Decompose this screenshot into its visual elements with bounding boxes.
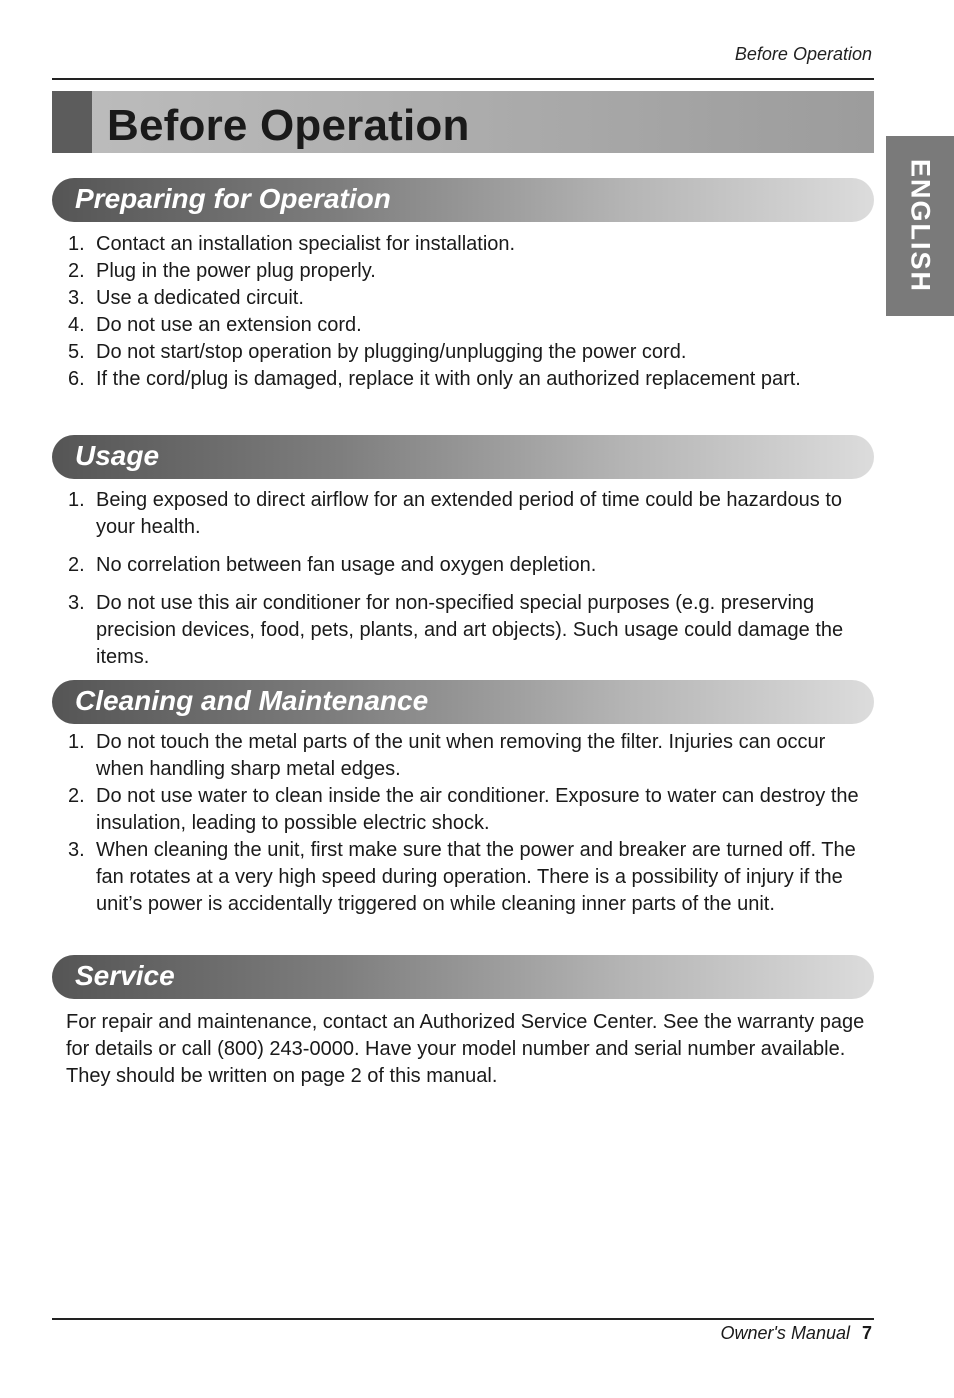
list-item: [68, 312, 874, 339]
list-item: [68, 258, 874, 285]
item-text: Do not use this air conditioner for non-specified special purposes (e.g. preserving precision devices, food, pets, plants, and art objects). Such usage could damage the items.: [96, 592, 844, 668]
item-number: 1.: [68, 489, 85, 511]
item-number: 2.: [68, 260, 85, 282]
item-text: Do not use water to clean inside the air conditioner. Exposure to water can destroy the insulation, leading to possible electric shock.: [96, 785, 859, 834]
item-text: Being exposed to direct airflow for an extended period of time could be hazardous to your health.: [96, 489, 843, 538]
section-title: Cleaning and Maintenance: [75, 685, 429, 716]
item-text: Plug in the power plug properly.: [96, 260, 376, 282]
item-number: 3.: [68, 839, 85, 861]
usage-list: [68, 487, 874, 671]
top-rule: [52, 78, 874, 80]
item-text: When cleaning the unit, first make sure that the power and breaker are turned off. The fan rotates at a very high speed during operation. There is a possibility of injury if the unit’s power is accidentally triggered on while cleaning inner parts of the unit.: [96, 839, 856, 915]
language-tab-label: ENGLISH: [905, 158, 936, 294]
preparing-list: [68, 231, 874, 393]
page-title: Before Operation: [107, 101, 470, 150]
section-header-service: [52, 955, 874, 999]
section-header-cleaning: [52, 680, 874, 724]
list-item: [68, 552, 874, 579]
running-header: Before Operation: [734, 44, 872, 64]
item-number: 1.: [68, 233, 85, 255]
list-item: [68, 837, 874, 918]
item-number: 6.: [68, 368, 85, 390]
bottom-rule: [52, 1318, 874, 1320]
section-title: Usage: [75, 440, 160, 471]
list-item: [68, 366, 874, 393]
list-item: [68, 285, 874, 312]
item-number: 2.: [68, 554, 85, 576]
list-item: [68, 590, 874, 671]
section-title: Preparing for Operation: [75, 183, 391, 214]
item-text: Contact an installation specialist for installation.: [96, 233, 516, 255]
item-text: Do not touch the metal parts of the unit when removing the filter. Injuries can occur when handling sharp metal edges.: [96, 731, 826, 780]
list-item: [68, 487, 874, 541]
item-number: 3.: [68, 592, 85, 614]
service-paragraph: For repair and maintenance, contact an Authorized Service Center. See the warranty page for details or call (800) 243-0000. Have your model number and serial number available. They should be written on page 2 of this manual.: [66, 1011, 865, 1087]
item-text: Do not use an extension cord.: [96, 314, 362, 336]
item-text: Do not start/stop operation by plugging/unplugging the power cord.: [96, 341, 687, 363]
item-text: Use a dedicated circuit.: [96, 287, 304, 309]
item-text: If the cord/plug is damaged, replace it with only an authorized replacement part.: [96, 368, 801, 390]
item-number: 4.: [68, 314, 85, 336]
list-item: [68, 783, 874, 837]
cleaning-list: [68, 729, 874, 918]
section-title: Service: [75, 960, 175, 991]
section-header-preparing: [52, 178, 874, 222]
item-number: 1.: [68, 731, 85, 753]
footer-label: Owner's Manual: [720, 1323, 850, 1343]
title-accent-block: [52, 91, 92, 153]
item-number: 5.: [68, 341, 85, 363]
section-header-usage: [52, 435, 874, 479]
page-number: 7: [861, 1323, 872, 1343]
item-number: 2.: [68, 785, 85, 807]
list-item: [68, 339, 874, 366]
item-number: 3.: [68, 287, 85, 309]
item-text: No correlation between fan usage and oxygen depletion.: [96, 554, 597, 576]
list-item: [68, 231, 874, 258]
title-bar: [52, 91, 874, 153]
list-item: [68, 729, 874, 783]
footer: [720, 1323, 872, 1344]
language-tab: [886, 136, 954, 316]
